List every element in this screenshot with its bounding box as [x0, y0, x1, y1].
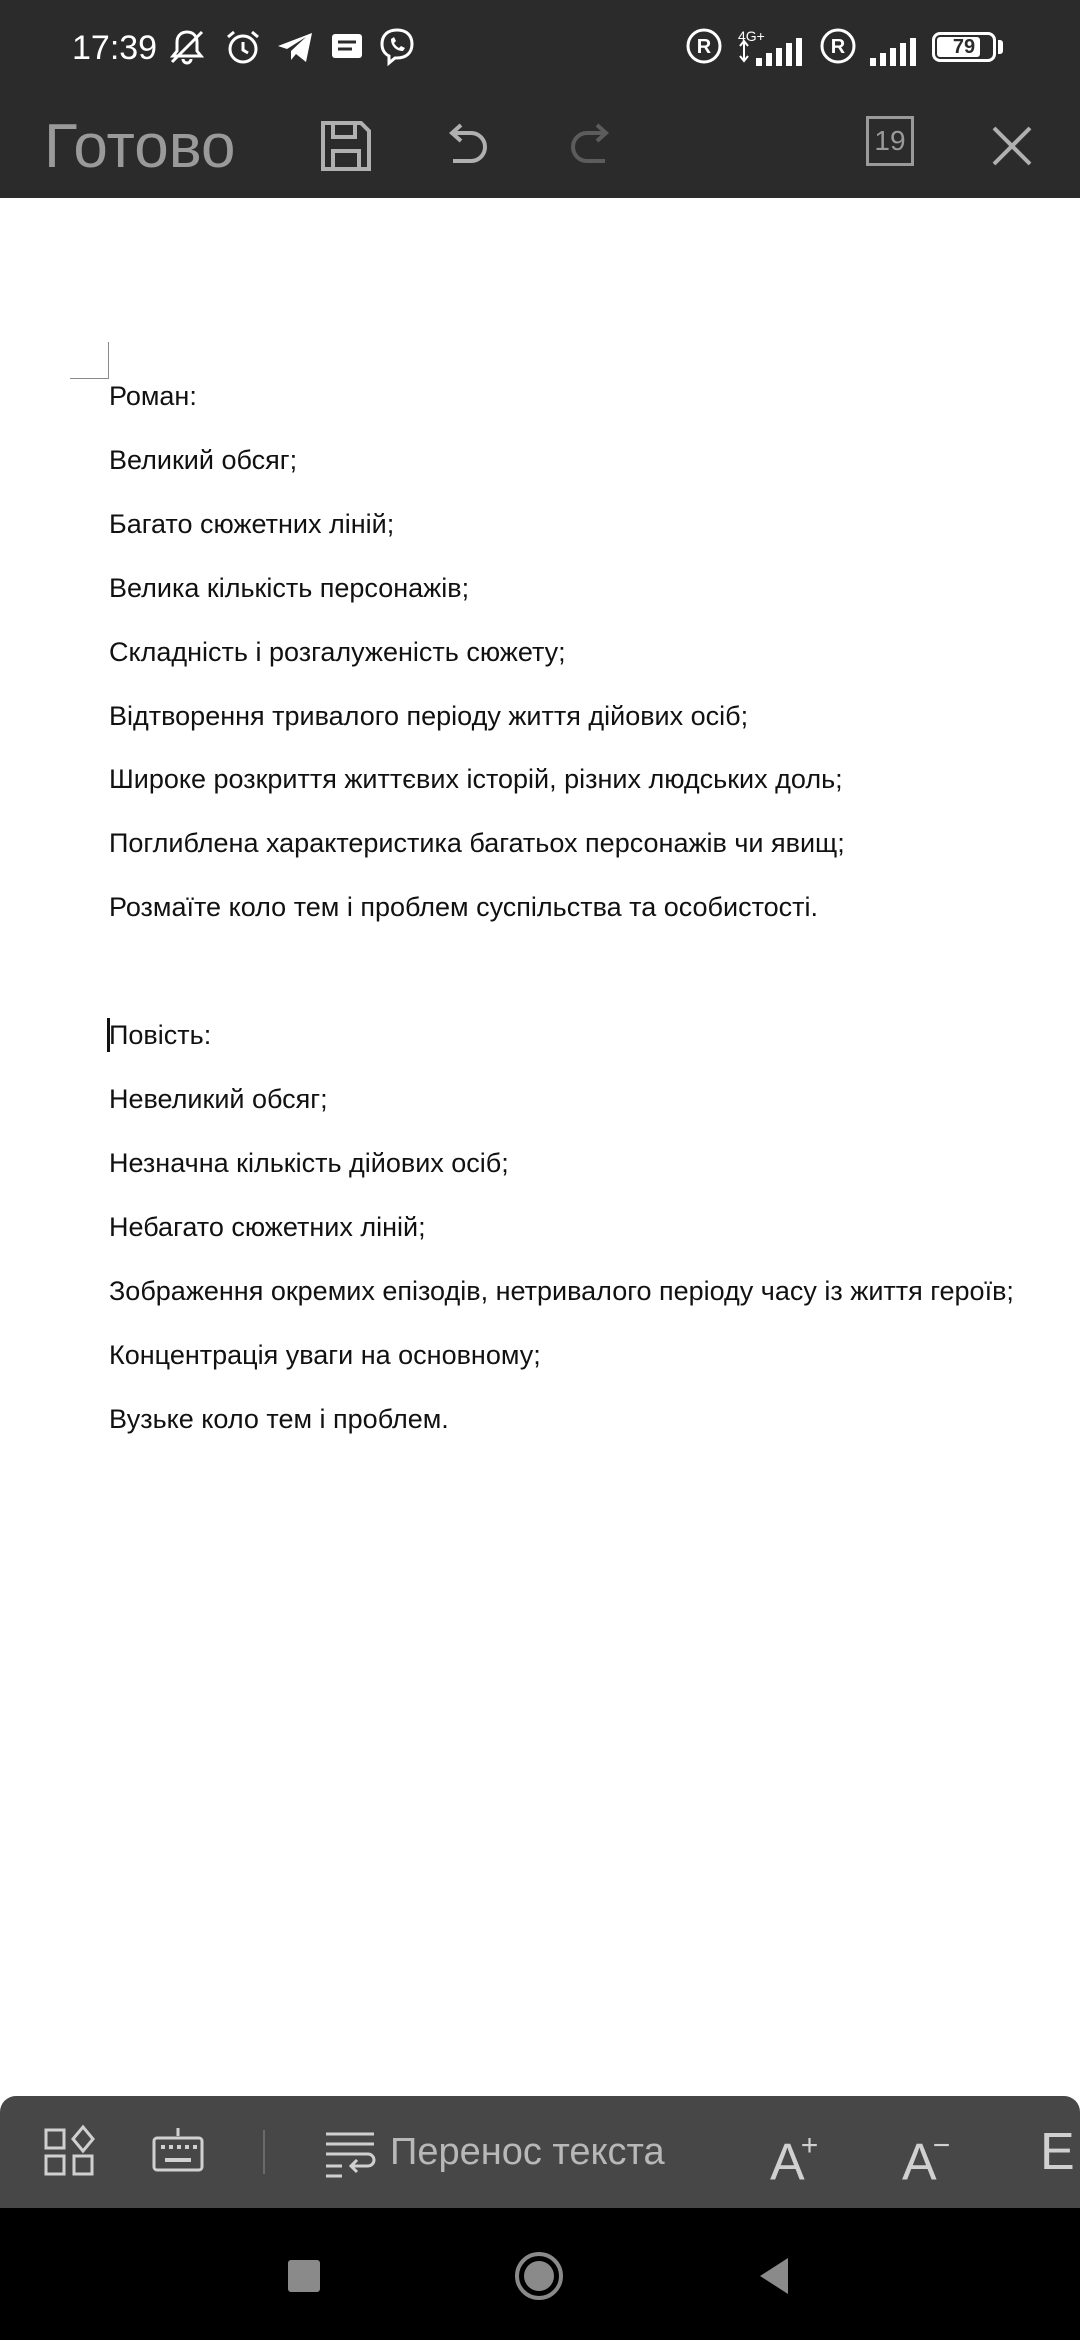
svg-text:R: R — [696, 36, 712, 58]
paragraph-line[interactable]: Багато сюжетних ліній; — [109, 509, 395, 539]
margin-corner-mark — [70, 342, 109, 379]
home-circle-icon — [513, 2250, 565, 2302]
paragraph-line[interactable]: Невеликий обсяг; — [109, 1084, 328, 1114]
paragraph-line[interactable]: Відтворення тривалого періоду життя дійових осіб; — [109, 701, 749, 731]
toolbar-separator — [263, 2130, 265, 2174]
signal-icon — [736, 38, 806, 66]
close-button[interactable] — [976, 110, 1048, 182]
save-button[interactable] — [310, 110, 382, 182]
roaming-icon — [818, 26, 858, 66]
paragraph-line[interactable]: Велика кількість персонажів; — [109, 573, 470, 603]
recents-button[interactable] — [276, 2248, 332, 2304]
telegram-icon — [274, 26, 316, 68]
text-wrap-button[interactable]: Перенос текста — [390, 2131, 665, 2173]
roaming-icon — [684, 26, 724, 66]
keyboard-icon[interactable] — [150, 2124, 206, 2180]
alarm-icon — [222, 26, 264, 68]
system-nav-bar — [0, 2208, 1080, 2340]
back-triangle-icon — [756, 2256, 792, 2296]
battery-nub — [998, 40, 1003, 54]
muted-bell-icon — [166, 26, 208, 68]
plus-sign: + — [800, 2129, 819, 2162]
battery-icon — [932, 32, 996, 62]
undo-button[interactable] — [430, 110, 502, 182]
paragraph-line[interactable]: Зображення окремих епізодів, нетривалого періоду часу із життя героїв; — [109, 1276, 1014, 1306]
viber-icon — [376, 26, 418, 68]
font-increase-label: A — [770, 2133, 805, 2192]
font-decrease-button[interactable] — [902, 2122, 950, 2192]
home-button[interactable] — [511, 2248, 567, 2304]
more-tools-partial[interactable]: E — [1040, 2123, 1075, 2181]
status-time: 17:39 — [72, 29, 158, 67]
square-icon — [286, 2258, 322, 2294]
paragraph-line[interactable]: Небагато сюжетних ліній; — [109, 1212, 426, 1242]
font-decrease-label: A — [902, 2133, 937, 2192]
done-button[interactable]: Готово — [44, 112, 236, 181]
redo-button[interactable] — [556, 110, 628, 182]
signal-icon — [870, 38, 918, 66]
undo-icon — [439, 119, 493, 173]
paragraph-line[interactable]: Широке розкриття життєвих історій, різних людських доль; — [109, 764, 843, 794]
paragraph-line[interactable]: Поглиблена характеристика багатьох персонажів чи явищ; — [109, 828, 845, 858]
page-count-button[interactable]: 19 — [866, 116, 914, 166]
paragraph-line[interactable]: Концентрація уваги на основному; — [109, 1340, 541, 1370]
status-bar — [0, 0, 1080, 96]
document-page[interactable] — [0, 198, 1080, 2096]
back-button[interactable] — [746, 2248, 802, 2304]
svg-text:R: R — [830, 36, 846, 58]
paragraph-line[interactable]: Розмаїте коло тем і проблем суспільства та особистості. — [109, 892, 819, 922]
paragraph-line[interactable]: Великий обсяг; — [109, 445, 298, 475]
app-toolbar — [0, 96, 1080, 198]
close-icon — [988, 122, 1036, 170]
paragraph-line[interactable]: Складність і розгалуженість сюжету; — [109, 637, 566, 667]
text-wrap-icon[interactable] — [322, 2124, 378, 2180]
minus-sign: − — [932, 2129, 951, 2162]
tools-grid-icon[interactable] — [42, 2124, 98, 2180]
network-type: 4G+ — [738, 28, 765, 44]
message-icon — [326, 26, 368, 68]
editing-toolbar — [0, 2096, 1080, 2208]
paragraph-line[interactable]: Вузьке коло тем і проблем. — [109, 1404, 449, 1434]
redo-icon — [565, 119, 619, 173]
font-increase-button[interactable] — [770, 2122, 818, 2192]
paragraph-povist-heading[interactable]: Повість: — [109, 1020, 212, 1050]
paragraph-roman-heading[interactable]: Роман: — [109, 381, 197, 411]
battery-level: 79 — [952, 35, 976, 58]
save-icon — [319, 119, 373, 173]
paragraph-line[interactable]: Незначна кількість дійових осіб; — [109, 1148, 509, 1178]
